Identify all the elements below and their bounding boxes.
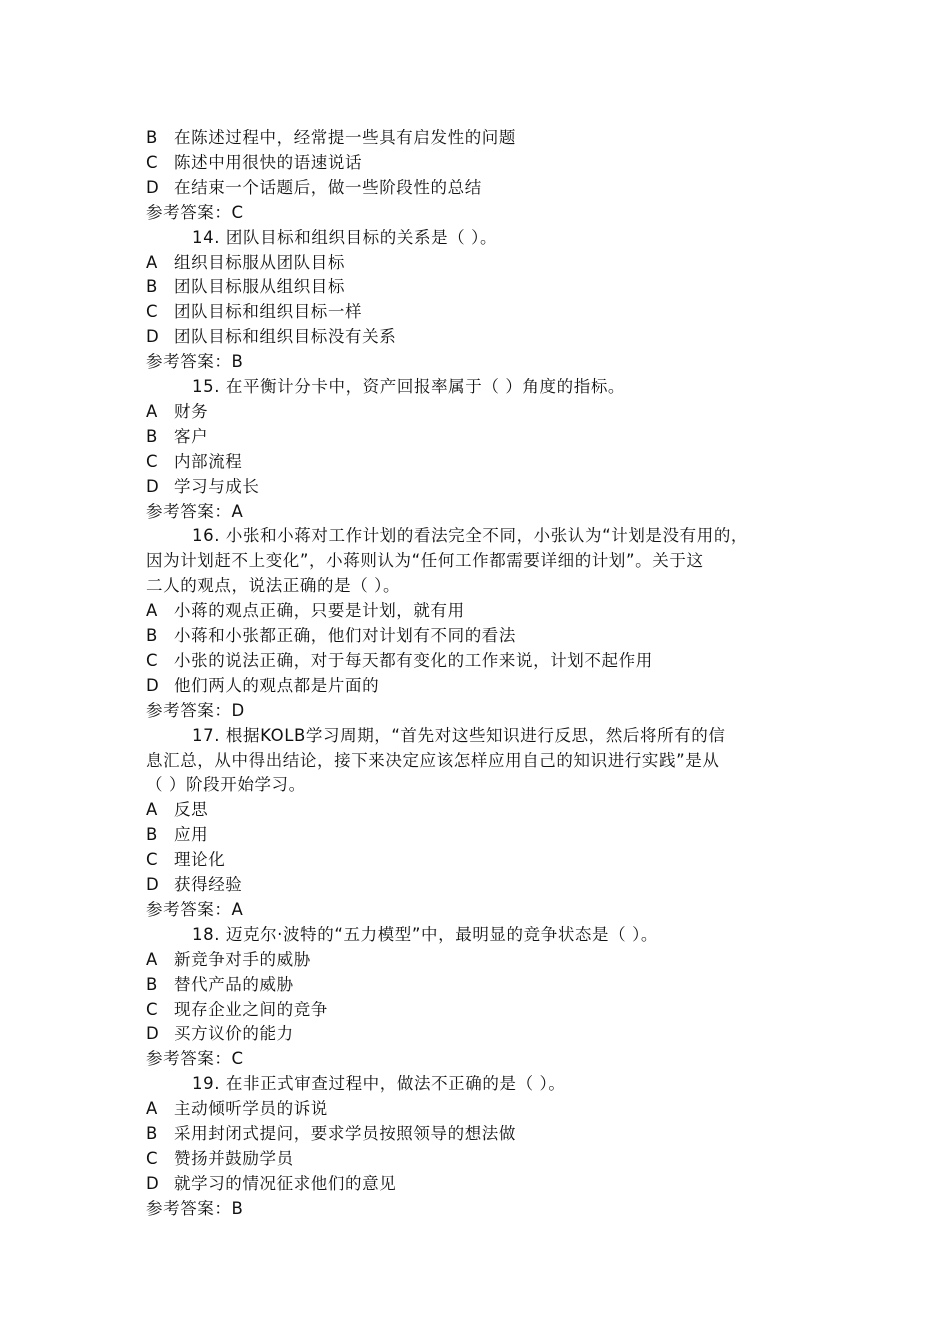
option-text: 小蒋和小张都正确，他们对计划有不同的看法 [174,626,516,645]
option-letter: A [146,1099,158,1119]
option-letter: B [146,626,158,645]
option-line [146,424,806,449]
option-letter: B [146,277,158,297]
option-line [146,274,806,299]
option-text: 在陈述过程中，经常提一些具有启发性的问题 [174,128,516,147]
option-text: 买方议价的能力 [174,1024,294,1044]
option-line [146,947,806,972]
option-line [146,175,806,200]
answer-line: 参考答案：D [146,700,245,720]
option-text: 理论化 [174,850,226,870]
option-text: 小张的说法正确，对于每天都有变化的工作来说，计划不起作用 [174,650,653,670]
option-letter: A [146,949,158,969]
option-text: 小蒋的观点正确，只要是计划，就有用 [174,601,465,621]
option-text: 主动倾听学员的诉说 [174,1099,328,1119]
option-letter: A [146,401,158,421]
option-line [146,1171,806,1196]
option-line [146,125,806,150]
option-letter: B [146,825,158,845]
option-letter: D [146,1173,160,1193]
option-text: 获得经验 [174,875,243,894]
option-text: 他们两人的观点都是片面的 [174,675,380,695]
option-letter: B [146,1124,158,1143]
option-line [146,1021,806,1046]
option-line [146,299,806,324]
option-line [146,822,806,847]
option-letter: C [146,1148,159,1168]
option-letter: B [146,426,158,446]
question-stem-line: 息汇总，从中得出结论，接下来决定应该怎样应用自己的知识进行实践”是从 [146,750,720,770]
answer-line: 参考答案：B [146,1198,244,1218]
option-line [146,250,806,275]
answer-line: 参考答案：B [146,352,244,372]
option-text: 采用封闭式提问，要求学员按照领导的想法做 [174,1124,516,1143]
option-text: 陈述中用很快的语速说话 [174,152,363,172]
option-letter: A [146,601,158,621]
option-letter: A [146,800,158,820]
option-line [146,399,806,424]
option-line [146,150,806,175]
option-line [146,648,806,673]
option-line [146,324,806,349]
option-letter: D [146,875,160,894]
option-text: 团队目标和组织目标没有关系 [174,327,397,347]
answer-line: 参考答案：C [146,1049,244,1069]
option-text: 应用 [174,825,209,845]
option-text: 在结束一个话题后，做一些阶段性的总结 [174,177,482,197]
option-text: 团队目标服从组织目标 [174,277,345,297]
option-text: 现存企业之间的竞争 [174,999,328,1019]
option-letter: C [146,850,159,870]
option-text: 团队目标和组织目标一样 [174,302,363,322]
answer-line: 参考答案：A [146,501,244,521]
option-text: 内部流程 [174,451,243,471]
question-stem-line: 14. 团队目标和组织目标的关系是（ ）。 [192,227,498,247]
answer-line: 参考答案：C [146,202,244,222]
option-text: 替代产品的威胁 [174,974,294,994]
option-text: 客户 [174,426,209,446]
question-stem-line: 因为计划赶不上变化”，小蒋则认为“任何工作都需要详细的计划”。关于这 [146,551,704,571]
option-letter: C [146,451,159,471]
option-letter: C [146,152,159,172]
option-text: 反思 [174,800,209,820]
option-line [146,474,806,499]
option-line [146,1096,806,1121]
option-letter: C [146,302,159,322]
option-text: 赞扬并鼓励学员 [174,1148,294,1168]
question-stem-line: 二人的观点，说法正确的是（ ）。 [146,576,401,596]
option-line [146,623,806,648]
question-stem-line: 19. 在非正式审查过程中，做法不正确的是（ ）。 [192,1074,566,1094]
option-letter: A [146,252,158,272]
option-letter: B [146,128,158,147]
option-line [146,872,806,897]
question-stem-line: 18. 迈克尔·波特的“五力模型”中，最明显的竞争状态是（ ）。 [192,924,659,944]
option-letter: C [146,650,159,670]
option-line [146,797,806,822]
option-line [146,997,806,1022]
option-letter: D [146,476,160,496]
option-text: 组织目标服从团队目标 [174,252,345,272]
option-text: 就学习的情况征求他们的意见 [174,1173,397,1193]
option-letter: D [146,1024,160,1044]
option-text: 新竞争对手的威胁 [174,949,311,969]
option-line [146,449,806,474]
question-stem-line: （ ）阶段开始学习。 [146,775,306,795]
option-text: 财务 [174,401,209,421]
option-text: 学习与成长 [174,476,260,496]
option-line [146,1121,806,1146]
question-stem-line: 16. 小张和小蒋对工作计划的看法完全不同，小张认为“计划是没有用的， [192,526,749,546]
option-letter: D [146,177,160,197]
option-line [146,847,806,872]
option-line [146,972,806,997]
option-line [146,598,806,623]
answer-line: 参考答案：A [146,899,244,919]
option-letter: B [146,974,158,994]
question-stem-line: 17. 根据KOLB学习周期，“首先对这些知识进行反思，然后将所有的信 [192,725,726,745]
option-line [146,673,806,698]
option-line [146,1146,806,1171]
option-letter: D [146,327,160,347]
question-stem-line: 15. 在平衡计分卡中，资产回报率属于（ ）角度的指标。 [192,377,626,396]
option-letter: C [146,999,159,1019]
option-letter: D [146,675,160,695]
